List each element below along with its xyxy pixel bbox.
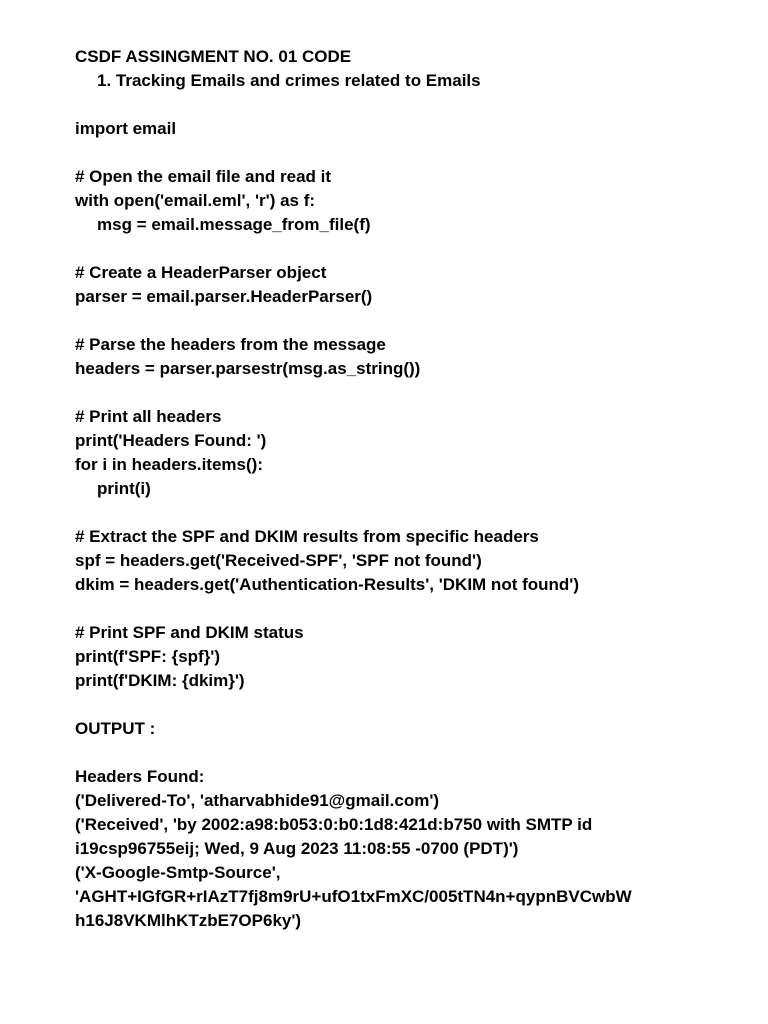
code-comment: # Open the email file and read it [75, 167, 332, 186]
code-line: for i in headers.items(): [75, 455, 263, 474]
output-line: ('Received', 'by 2002:a98:b053:0:b0:1d8:421d:b750 with SMTP id [75, 815, 593, 834]
blank-line [75, 237, 755, 261]
blank-line [75, 501, 755, 525]
code-line: with open('email.eml', 'r') as f: [75, 191, 316, 210]
document-page [75, 45, 755, 933]
output-line: ('Delivered-To', 'atharvabhide91@gmail.com') [75, 791, 440, 810]
code-line: msg = email.message_from_file(f) [97, 215, 371, 234]
code-line: print(i) [97, 479, 151, 498]
output-line: 'AGHT+IGfGR+rIAzT7fj8m9rU+ufO1txFmXC/005tTN4n+qypnBVCwbW [75, 887, 632, 906]
code-line: print(f'DKIM: {dkim}') [75, 671, 245, 690]
code-line: headers = parser.parsestr(msg.as_string()) [75, 359, 421, 378]
output-line: Headers Found: [75, 767, 205, 786]
code-line: print('Headers Found: ') [75, 431, 267, 450]
code-line: spf = headers.get('Received-SPF', 'SPF not found') [75, 551, 482, 570]
code-line: dkim = headers.get('Authentication-Results', 'DKIM not found') [75, 575, 579, 594]
blank-line [75, 693, 755, 717]
code-comment: # Parse the headers from the message [75, 335, 386, 354]
code-line: import email [75, 119, 177, 138]
code-comment: # Extract the SPF and DKIM results from specific headers [75, 527, 539, 546]
blank-line [75, 381, 755, 405]
code-line: print(f'SPF: {spf}') [75, 647, 221, 666]
code-comment: # Print all headers [75, 407, 222, 426]
blank-line [75, 309, 755, 333]
blank-line [75, 141, 755, 165]
document-subtitle: 1. Tracking Emails and crimes related to Emails [97, 71, 481, 90]
code-comment: # Print SPF and DKIM status [75, 623, 304, 642]
blank-line [75, 93, 755, 117]
output-line: h16J8VKMlhKTzbE7OP6ky') [75, 911, 302, 930]
code-comment: # Create a HeaderParser object [75, 263, 327, 282]
output-line: ('X-Google-Smtp-Source', [75, 863, 281, 882]
output-heading: OUTPUT : [75, 719, 156, 738]
document-title: CSDF ASSINGMENT NO. 01 CODE [75, 47, 352, 66]
blank-line [75, 741, 755, 765]
blank-line [75, 597, 755, 621]
code-line: parser = email.parser.HeaderParser() [75, 287, 373, 306]
output-line: i19csp96755eij; Wed, 9 Aug 2023 11:08:55 -0700 (PDT)') [75, 839, 519, 858]
